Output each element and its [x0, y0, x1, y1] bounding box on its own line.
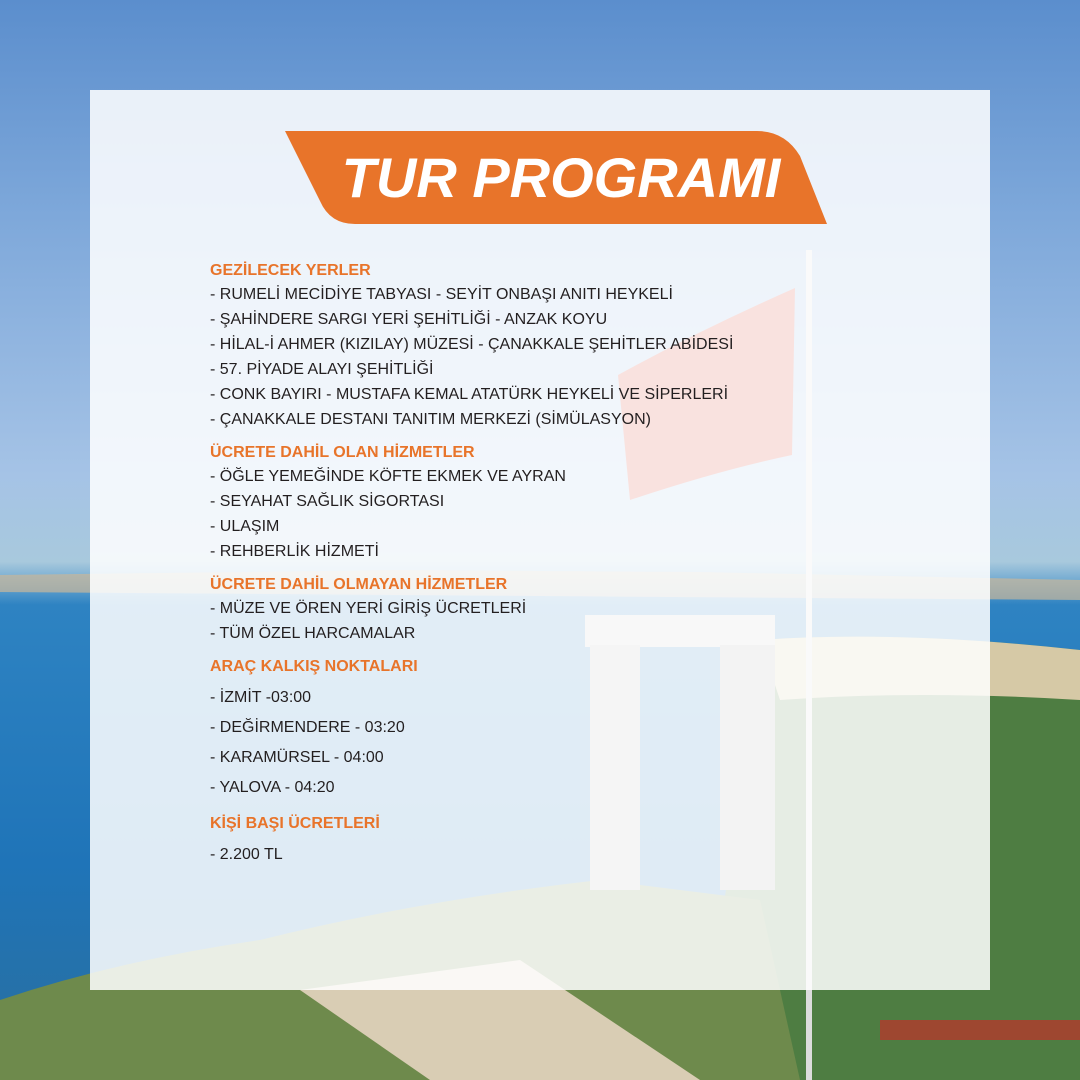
list-item: - 2.200 TL: [210, 846, 283, 863]
list-item: - CONK BAYIRI - MUSTAFA KEMAL ATATÜRK HEYKELİ VE SİPERLERİ: [210, 386, 729, 403]
section-heading: GEZİLECEK YERLER: [210, 262, 371, 279]
list-item: - TÜM ÖZEL HARCAMALAR: [210, 625, 416, 642]
section-heading: ÜCRETE DAHİL OLMAYAN HİZMETLER: [210, 576, 508, 593]
section-places: [210, 260, 830, 432]
section-heading: ÜCRETE DAHİL OLAN HİZMETLER: [210, 444, 475, 461]
list-item: - ÇANAKKALE DESTANI TANITIM MERKEZİ (SİMÜLASYON): [210, 411, 651, 428]
page-title: TUR PROGRAMI: [341, 146, 781, 209]
list-item: - İZMİT -03:00: [210, 689, 312, 706]
list-item: - ÖĞLE YEMEĞİNDE KÖFTE EKMEK VE AYRAN: [210, 468, 566, 485]
title-banner: [285, 131, 827, 224]
section-excluded: [210, 574, 830, 646]
list-item: - KARAMÜRSEL - 04:00: [210, 749, 384, 766]
list-item: - YALOVA - 04:20: [210, 779, 335, 796]
list-item: - SEYAHAT SAĞLIK SİGORTASI: [210, 493, 445, 510]
list-item: - DEĞİRMENDERE - 03:20: [210, 719, 405, 736]
list-item: - ULAŞIM: [210, 518, 280, 535]
section-included: [210, 442, 830, 564]
section-heading: KİŞİ BAŞI ÜCRETLERİ: [210, 815, 380, 832]
list-item: - REHBERLİK HİZMETİ: [210, 543, 379, 560]
section-heading: ARAÇ KALKIŞ NOKTALARI: [210, 658, 418, 675]
list-item: - 57. PİYADE ALAYI ŞEHİTLİĞİ: [210, 361, 434, 378]
list-item: - MÜZE VE ÖREN YERİ GİRİŞ ÜCRETLERİ: [210, 600, 527, 617]
list-item: - HİLAL-İ AHMER (KIZILAY) MÜZESİ - ÇANAKKALE ŞEHİTLER ABİDESİ: [210, 336, 734, 353]
list-item: - RUMELİ MECİDİYE TABYASI - SEYİT ONBAŞI ANITI HEYKELİ: [210, 286, 673, 303]
section-prices: [210, 813, 830, 870]
section-departures: [210, 656, 830, 803]
list-item: - ŞAHİNDERE SARGI YERİ ŞEHİTLİĞİ - ANZAK KOYU: [210, 311, 608, 328]
tour-program-content: [210, 260, 830, 870]
